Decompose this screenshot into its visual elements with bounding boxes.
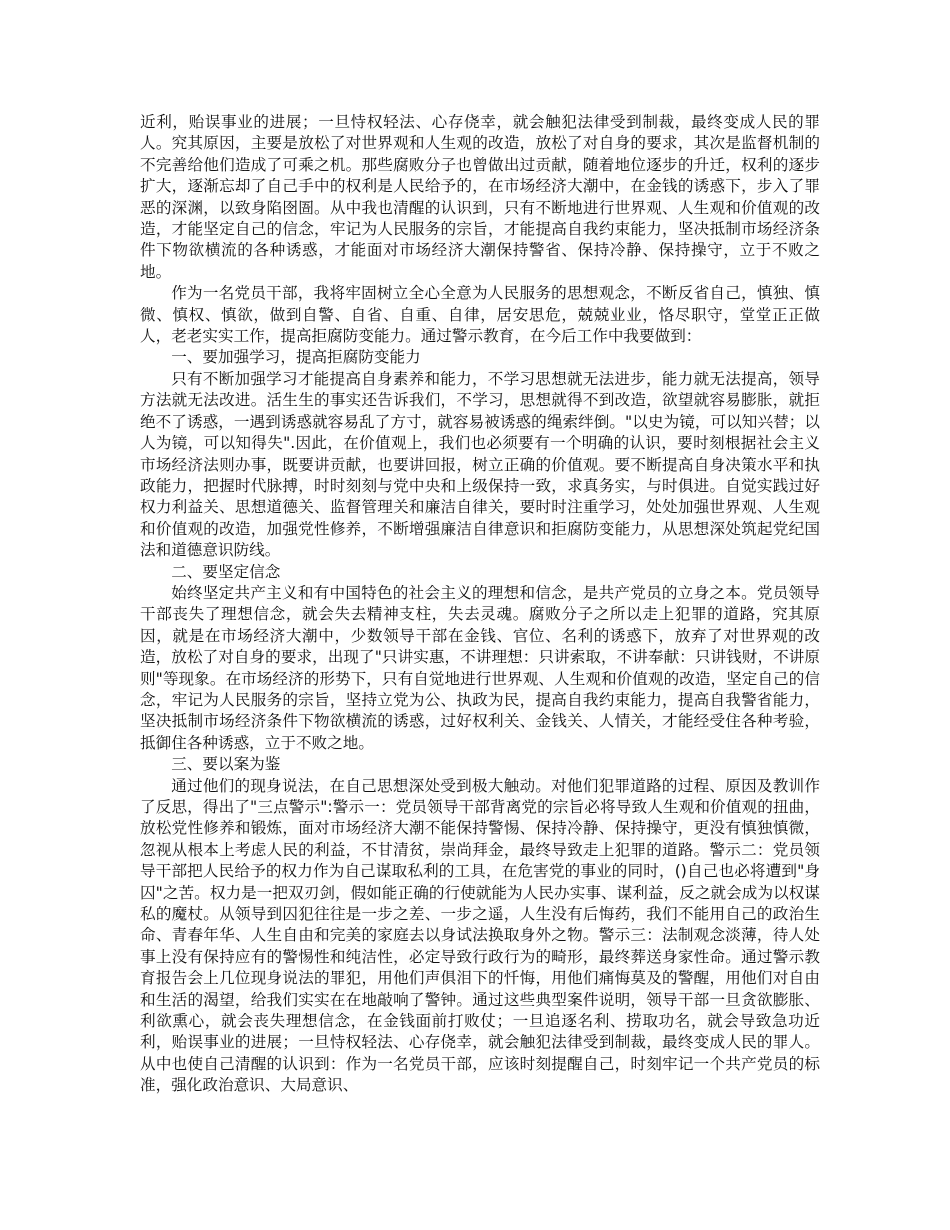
- section-heading-2: 二、要坚定信念: [171, 562, 281, 581]
- section-heading-1: 一、要加强学习，提高拒腐防变能力: [171, 348, 421, 367]
- document-body: [140, 112, 820, 1097]
- paragraph-continuation: 近利，贻误事业的进展；一旦恃权轻法、心存侥幸，就会触犯法律受到制裁，最终变成人民的罪人。究其原因，主要是放松了对世界观和人生观的改造，放松了对自身的要求，其次是监督机制的不完善给他们造成了可乘之机。那些腐败分子也曾做出过贡献，随着地位逐步的升迁，权利的逐步扩大，逐渐忘却了自己手中的权利是人民给予的，在市场经济大潮中，在金钱的诱惑下，步入了罪恶的深渊，以致身陷囹圄。从中我也清醒的认识到，只有不断地进行世界观、人生观和价值观的改造，才能坚定自己的信念，牢记为人民服务的宗旨，才能提高自我约束能力，坚决抵制市场经济条件下物欲横流的各种诱惑，才能面对市场经济大潮保持警省、保持冷静、保持操守，立于不败之地。: [140, 113, 820, 281]
- paragraph-study: 只有不断加强学习才能提高自身素养和能力，不学习思想就无法进步，能力就无法提高，领导方法就无法改进。活生生的事实还告诉我们，不学习，思想就得不到改造，欲望就容易膨胀，就拒绝不了诱惑，一遇到诱惑就容易乱了方寸，就容易被诱惑的绳索绊倒。"以史为镜，可以知兴替；以人为镜，可以知得失".因此，在价值观上，我们也必须要有一个明确的认识，要时刻根据社会主义市场经济法则办事，既要讲贡献，也要讲回报，树立正确的价值观。要不断提高自身决策水平和执政能力，把握时代脉搏，时时刻刻与党中央和上级保持一致，求真务实，与时俱进。自觉实践过好权力利益关、思想道德关、监督管理关和廉洁自律关，要时时注重学习，处处加强世界观、人生观和价值观的改造，加强党性修养，不断增强廉洁自律意识和拒腐防变能力，从思想深处筑起党纪国法和道德意识防线。: [140, 369, 820, 560]
- section-heading-3: 三、要以案为鉴: [171, 755, 281, 774]
- paragraph-belief: 始终坚定共产主义和有中国特色的社会主义的理想和信念，是共产党员的立身之本。党员领导干部丧失了理想信念，就会失去精神支柱，失去灵魂。腐败分子之所以走上犯罪的道路，究其原因，就是在市场经济大潮中，少数领导干部在金钱、官位、名利的诱惑下，放弃了对世界观的改造，放松了对自身的要求，出现了"只讲实惠，不讲理想：只讲索取，不讲奉献：只讲钱财，不讲原则"等现象。在市场经济的形势下，只有自觉地进行世界观、人生观和价值观的改造，坚定自己的信念，牢记为人民服务的宗旨，坚持立党为公、执政为民，提高自我约束能力，提高自我警省能力，坚决抵制市场经济条件下物欲横流的诱惑，过好权利关、金钱关、人情关，才能经受住各种考验，抵御住各种诱惑，立于不败之地。: [140, 583, 820, 752]
- paragraph-commitment: 作为一名党员干部，我将牢固树立全心全意为人民服务的思想观念，不断反省自己，慎独、慎微、慎权、慎欲，做到自警、自省、自重、自律，居安思危，兢兢业业，恪尽职守，堂堂正正做人，老老实实工作，提高拒腐防变能力。通过警示教育，在今后工作中我要做到：: [140, 284, 820, 346]
- paragraph-lessons: 通过他们的现身说法，在自己思想深处受到极大触动。对他们犯罪道路的过程、原因及教训作了反思，得出了"三点警示":警示一：党员领导干部背离党的宗旨必将导致人生观和价值观的扭曲，放松党性修养和锻炼，面对市场经济大潮不能保持警惕、保持冷静、保持操守，更没有慎独慎微，忽视从根本上考虑人民的利益，不甘清贫，崇尚拜金，最终导致走上犯罪的道路。警示二：党员领导干部把人民给予的权力作为自己谋取私利的工具，在危害党的事业的同时，()自己也必将遭到"身囚"之苦。权力是一把双刃剑，假如能正确的行使就能为人民办实事、谋利益，反之就会成为以权谋私的魔杖。从领导到囚犯往往是一步之差、一步之遥，人生没有后悔药，我们不能用自己的政治生命、青春年华、人生自由和完美的家庭去以身试法换取身外之物。警示三：法制观念淡薄，待人处事上没有保持应有的警惕性和纯洁性，必定导致行政行为的畸形，最终葬送身家性命。通过警示教育报告会上几位现身说法的罪犯，用他们声俱泪下的忏悔，用他们痛悔莫及的警醒，用他们对自由和生活的渴望，给我们实实在在地敲响了警钟。通过这些典型案件说明，领导干部一旦贪欲膨胀、利欲熏心，就会丧失理想信念，在金钱面前打败仗；一旦追逐名利、捞取功名，就会导致急功近利，贻误事业的进展；一旦恃权轻法、心存侥幸，就会触犯法律受到制裁，最终变成人民的罪人。从中也使自己清醒的认识到：作为一名党员干部，应该时刻提醒自己，时刻牢记一个共产党员的标准，强化政治意识、大局意识、: [140, 776, 820, 1095]
